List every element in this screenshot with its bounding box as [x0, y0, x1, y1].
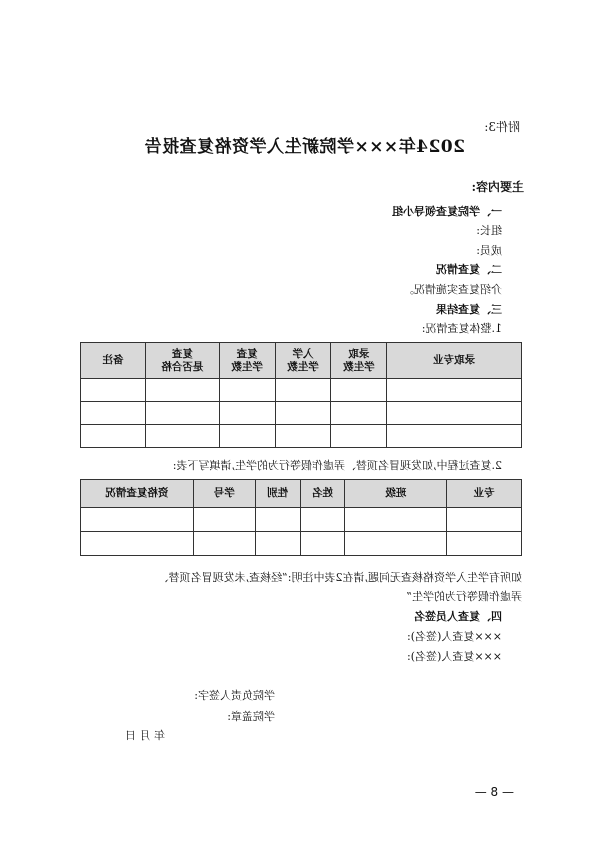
table-row: [81, 532, 522, 556]
header-qualified: [145, 343, 219, 379]
table-cell: [219, 379, 275, 402]
table-cell: [193, 532, 255, 556]
table-cell: [345, 532, 447, 556]
table-cell: [331, 402, 387, 425]
table-cell: [255, 508, 300, 532]
header-gender: 性别: [255, 480, 300, 508]
page-title: 2024年×××学院新生入学资格复查报告: [143, 137, 465, 157]
table-row: [81, 425, 522, 448]
table-cell: [275, 402, 331, 425]
header-enrolled-count: [275, 343, 331, 379]
header-student-id: 学号: [193, 480, 255, 508]
note-line-1: 如所有学生入学资格核查无问题,请在2表中注明:“经核查,未发现冒名顶替、: [157, 571, 522, 584]
section2-heading: 二、复查情况: [436, 263, 502, 276]
table-cell: [81, 425, 146, 448]
header-qualified-label: 是否合格: [161, 360, 204, 373]
signer-2: ×××复查人(签名):: [407, 650, 502, 663]
members-label: 成员:: [476, 244, 502, 257]
section2-intro: 介绍复查实施情况。: [403, 283, 502, 296]
header-count-label: 学生数: [343, 360, 375, 373]
table-cell: [145, 379, 219, 402]
attachment-label: 附件3:: [484, 120, 520, 134]
date-line: 年 月 日: [125, 729, 165, 742]
header-class: 班级: [345, 480, 447, 508]
note-line-2: 弄虚作假等行为的学生”: [406, 590, 522, 603]
signer-1: ×××复查人(签名):: [407, 630, 502, 643]
table-row: [81, 402, 522, 425]
table-cell: [275, 425, 331, 448]
table-cell: [81, 402, 146, 425]
header-major: 录取专业: [387, 343, 522, 379]
college-seal: 学院盖章:: [227, 710, 275, 723]
table-cell: [145, 402, 219, 425]
header-admitted-count: [331, 343, 387, 379]
table-cell: [255, 532, 300, 556]
table-cell: [345, 508, 447, 532]
main-heading: 主要内容:: [471, 180, 524, 194]
table-cell: [331, 425, 387, 448]
table-cell: [447, 508, 522, 532]
header-review-label: 复查: [171, 347, 193, 360]
section3-item2: 2.复查过程中,如发现冒名顶替、弄虚作假等行为的学生,请填写下表:: [172, 459, 502, 472]
header-admitted-label: 录取: [348, 347, 370, 360]
table-header-row: [81, 343, 522, 379]
section1-heading: 一、学院复查领导小组: [392, 205, 502, 218]
table-cell: [387, 402, 522, 425]
leader-signature: 学院负责人签字:: [194, 689, 275, 702]
table-cell: [300, 508, 345, 532]
header-major: 专业: [447, 480, 522, 508]
table-cell: [387, 425, 522, 448]
page-number: — 8 —: [474, 785, 514, 799]
table-cell: [387, 379, 522, 402]
table-header-row: [81, 480, 522, 508]
table-cell: [219, 402, 275, 425]
header-enrolled-label: 入学: [292, 347, 314, 360]
section3-heading: 三、复查结果: [436, 303, 502, 316]
header-reviewed-count: [219, 343, 275, 379]
table-cell: [193, 508, 255, 532]
header-reviewed-label: 复查: [236, 347, 258, 360]
table-cell: [447, 532, 522, 556]
table-cell: [219, 425, 275, 448]
table-cell: [145, 425, 219, 448]
table-row: [81, 508, 522, 532]
table-cell: [81, 532, 194, 556]
violation-students-table: [80, 479, 522, 556]
section3-item1: 1.整体复查情况:: [421, 322, 502, 335]
table-cell: [331, 379, 387, 402]
header-count-label-3: 学生数: [231, 360, 263, 373]
section4-heading: 四、复查人员签名: [414, 610, 502, 623]
leader-label: 组长:: [476, 224, 502, 237]
header-review-status: 资格复查情况: [81, 480, 194, 508]
header-name: 姓名: [300, 480, 345, 508]
table-cell: [81, 508, 194, 532]
header-count-label-2: 学生数: [287, 360, 319, 373]
table-cell: [81, 379, 146, 402]
table-row: [81, 379, 522, 402]
header-remarks: 备注: [81, 343, 146, 379]
table-cell: [300, 532, 345, 556]
overall-review-table: [80, 342, 522, 448]
table-cell: [275, 379, 331, 402]
